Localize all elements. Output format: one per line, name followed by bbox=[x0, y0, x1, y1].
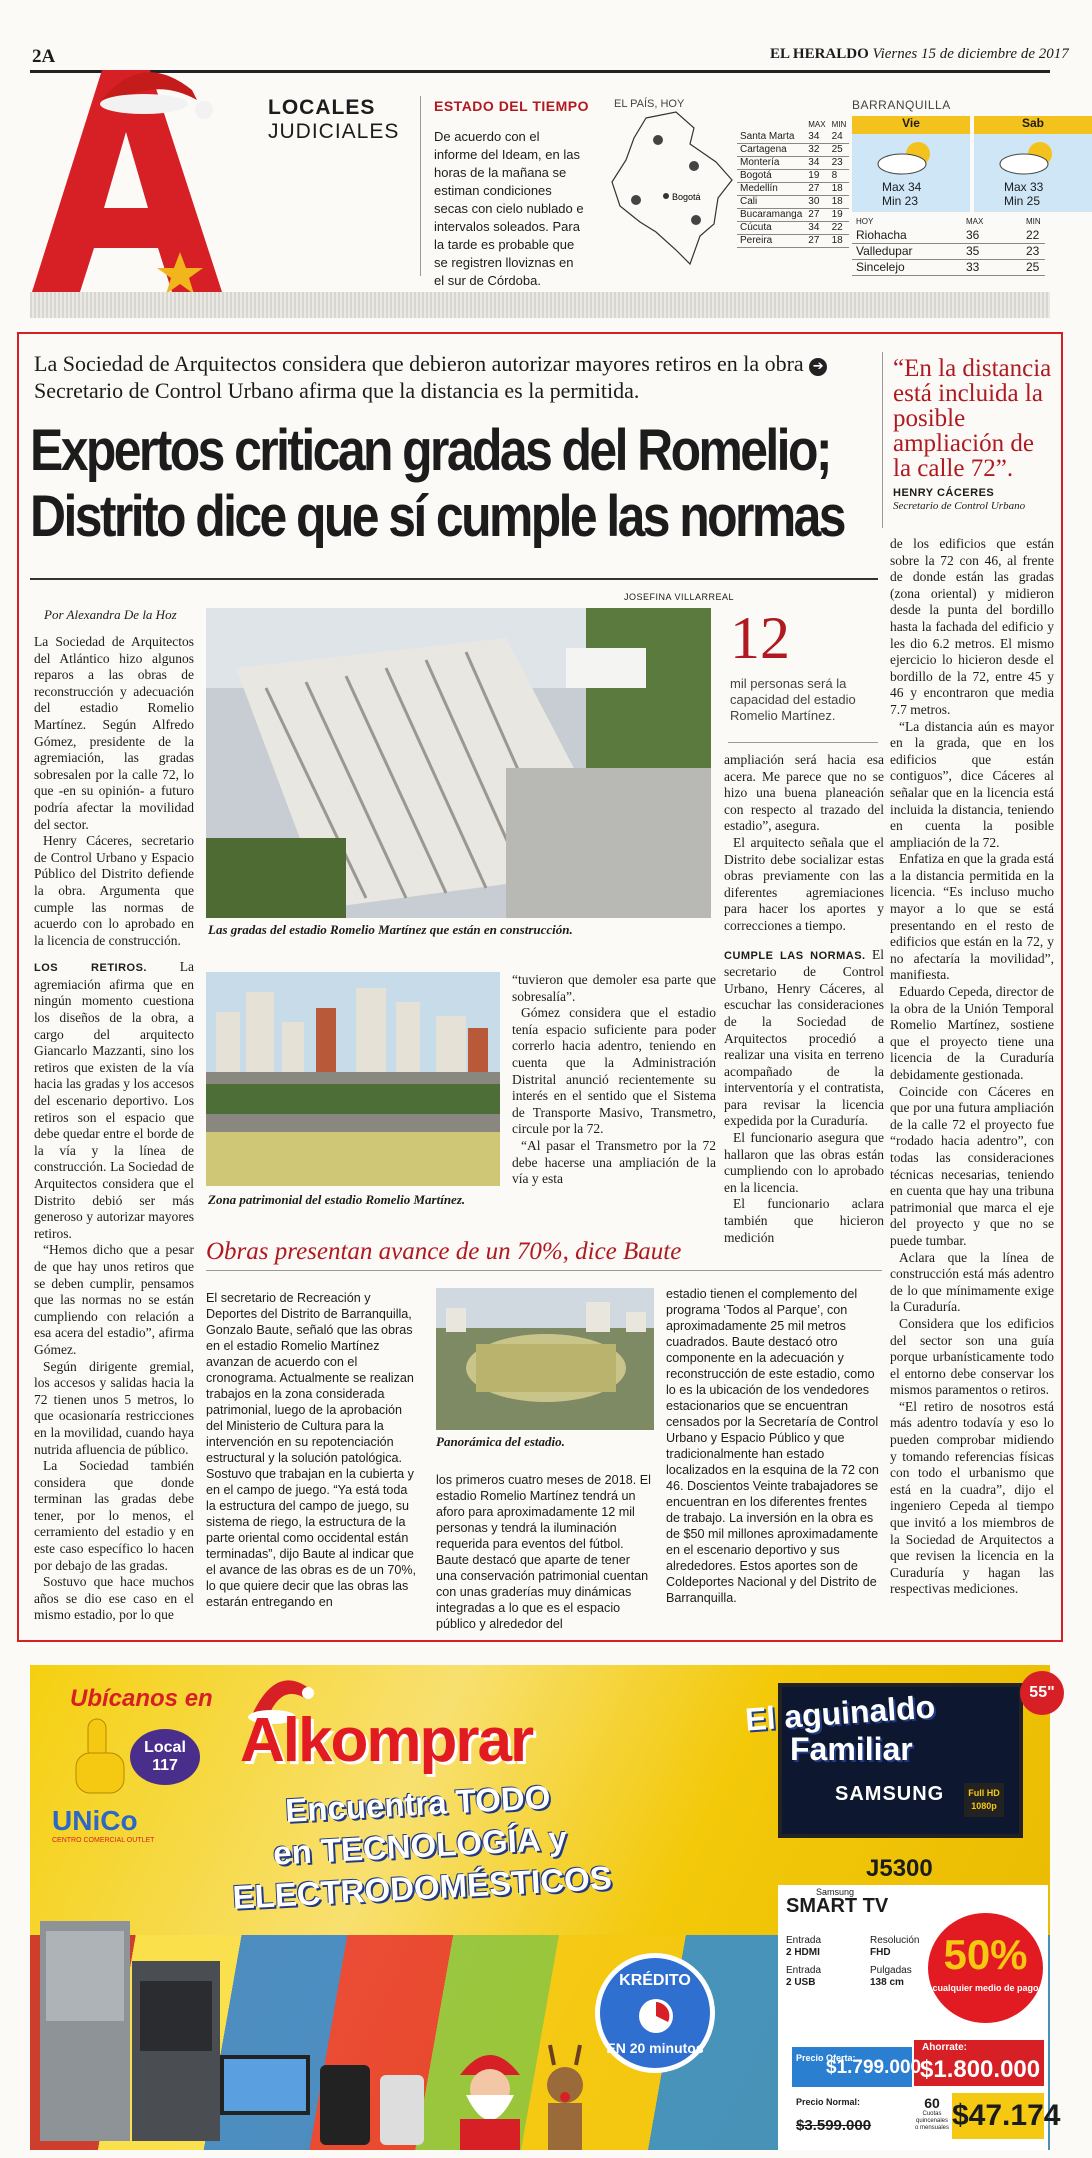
today-row bbox=[852, 243, 1045, 259]
paragraph: El arquitecto señala que el Distrito debe socializar estas obras previamente con las diferentes agremiaciones para hacer los aportes y correcciones a tiempo. bbox=[724, 834, 884, 933]
smarttv-brand: Samsung bbox=[816, 1887, 855, 1897]
colombia-map bbox=[606, 110, 736, 270]
santa-claus-icon bbox=[440, 2035, 540, 2150]
unico-logo-text: UNiCo bbox=[52, 1805, 138, 1836]
forecast-min: Min 23 bbox=[882, 194, 919, 208]
discount-badge bbox=[928, 1913, 1043, 2023]
city-min: 18 bbox=[829, 234, 850, 247]
forecast-max: Max 34 bbox=[882, 180, 922, 194]
city-row bbox=[737, 221, 849, 234]
partly-cloudy-icon bbox=[868, 138, 948, 178]
city-row bbox=[737, 169, 849, 182]
city-row bbox=[737, 195, 849, 208]
city-max: 27 bbox=[805, 208, 828, 221]
normal-label: Precio Normal: bbox=[796, 2097, 861, 2107]
arrow-right-icon: ➔ bbox=[809, 358, 827, 376]
city-min: 22 bbox=[829, 221, 850, 234]
today-weather-table bbox=[852, 216, 1045, 276]
spec-usb bbox=[786, 1965, 821, 1989]
normal-price: $3.599.000 bbox=[796, 2117, 872, 2134]
section-label bbox=[268, 96, 399, 144]
city-max: 27 bbox=[805, 234, 828, 247]
installments-text: Cuotas quincenales o mensuales bbox=[914, 2111, 950, 2131]
box-column-3: estadio tienen el complemento del programa ‘Todos al Parque’, con aproximadamente 25 mil metros cuadrados. Baute destacó otro componente en la adecuación y reconstrucción de este estadio, como lo es la ubicación de los vendedores estacionarios que se encuentran censados por la Secretaría de Control Urbano y Espacio Público y que tradicionalmente han estado localizados en la esquina de la 72 con 46. Doscientos Veinte trabajadores se encuentran en los diferentes frentes de trabajo. La inversión en la obra es de $50 mil millones aproximadamente en el escenario deportivo y sus alrededores. Estos aportes son de Coldeportes Nacional y del Distrito de Barranquilla. bbox=[666, 1287, 879, 1605]
paragraph-text: El secretario de Control Urbano, Henry Cáceres, al escuchar las consideraciones de la Sociedad de Arquitectos procedió a realizar una visita en terreno acompañado de la interventoría y el contratista, para revisar la licencia expedida por la Curaduría. bbox=[724, 946, 885, 1129]
installment-value: $47.174 bbox=[952, 2093, 1044, 2139]
spec-inches bbox=[870, 1965, 912, 1989]
cities-weather-table bbox=[737, 118, 849, 248]
today-min: 23 bbox=[1022, 243, 1045, 259]
subhead-normas: CUMPLE LAS NORMAS. bbox=[724, 949, 866, 962]
paragraph: ampliación será hacia esa acera. Me parece que no se hizo una buena planeación con respecto al trazado del estadio”, asegura. bbox=[724, 752, 884, 834]
installments-box bbox=[914, 2093, 950, 2139]
fullhd-label: Full HD bbox=[968, 1788, 1000, 1798]
today-max: 36 bbox=[962, 227, 1022, 243]
today-max: 33 bbox=[962, 259, 1022, 275]
offer-label: Precio Oferta: bbox=[796, 2053, 856, 2063]
city-name: Cartagena bbox=[737, 143, 805, 156]
tv-brand: SAMSUNG bbox=[835, 1783, 945, 1805]
weather-text: De acuerdo con el informe del Ideam, en las horas de la mañana se estiman condiciones secas con cielo nublado e intervalos soleados. Para la tarde es probable que se registren lloviznas en el sur de Córdoba. bbox=[434, 129, 584, 288]
paragraph: “El retiro de nosotros está más adentro todavía y eso lo pueden comprobar midiendo y tomando referencias físicas con todo el urbanismo que está en la cuadra”, dijo el ingeniero Cepeda al tiempo que invitó a los miembros de la Sociedad de Arquitectos a que revisen la licencia en la Curaduría y hagan las respectivas mediciones. bbox=[890, 1398, 1054, 1597]
spec-value: 138 cm bbox=[870, 1977, 904, 1988]
brand-name: Alkomprar bbox=[240, 1706, 533, 1775]
article-column-1 bbox=[34, 634, 194, 1634]
local-badge bbox=[130, 1729, 200, 1785]
city-row bbox=[737, 130, 849, 143]
paragraph: “Hemos dicho que a pesar de que hay unos retiros que se deben cumplir, pensamos que las normas no se están cumpliendo con relación a esa acera del estadio”, afirma Gómez. bbox=[34, 1242, 194, 1357]
box-column-1: El secretario de Recreación y Deportes del Distrito de Barranquilla, Gonzalo Baute, señaló que las obras en el estadio Romelio Martínez avanzan de acuerdo con el cronograma. Actualmente se realizan trabajos en la zona considerada patrimonial, luego de la aprobación del Ministerio de Cultura para la intervención en su repotenciación estructural y la solución patológica. Sostuvo que trabajan en la cubierta y en el campo de juego. “Ya está toda la estructura del campo de juego, su sistema de riego, la estructura de la parte oriental como occidental están terminadas”, dijo Baute al indicar que el avance de las obras es de un 70%, lo que quiere decir que las obras las estarán entregando en bbox=[206, 1291, 417, 1609]
section-judiciales: JUDICIALES bbox=[268, 120, 400, 143]
spec-label: Entrada bbox=[786, 1935, 822, 1946]
paragraph-text: La agremiación afirma que en ningún momento cuestiona los diseños de la obra, a cargo del arquitecto Giancarlo Mazzanti, sino los retiros que existen de la vía hacia las gradas y los accesos del escenario deportivo. Los retiros son el espacio que debe quedar entre el borde de la vía y la línea de construcción. La Sociedad de Arquitectos considera que el Distrito debió ser más generoso y autorizar mayores retiros. bbox=[34, 959, 194, 1241]
paragraph: “tuvieron que demoler esa parte que sobresalía”. bbox=[512, 972, 716, 1004]
forecast-max: Max 33 bbox=[1004, 180, 1044, 194]
today-row bbox=[852, 227, 1045, 243]
city-min: 23 bbox=[829, 156, 850, 169]
newspaper-name: EL HERALDO bbox=[770, 46, 869, 62]
map-city-label: Bogotá bbox=[672, 192, 701, 202]
spec-label: Pulgadas bbox=[870, 1965, 912, 1976]
spec-value: FHD bbox=[870, 1947, 891, 1958]
forecast-day-1 bbox=[852, 116, 970, 212]
newspaper-date-line bbox=[770, 46, 1069, 63]
city-min: 18 bbox=[829, 182, 850, 195]
forecast-day-2 bbox=[974, 116, 1092, 212]
weather-title: ESTADO DEL TIEMPO bbox=[434, 98, 589, 114]
installments-count: 60 bbox=[924, 2095, 940, 2111]
col-min: MIN bbox=[1026, 217, 1041, 226]
article-column-5 bbox=[890, 536, 1054, 1598]
quote-author: HENRY CÁCERES bbox=[893, 487, 995, 499]
city-min: 19 bbox=[829, 208, 850, 221]
spec-resolution bbox=[870, 1935, 919, 1959]
discount-subtitle: cualquier medio de pago bbox=[932, 1983, 1039, 1993]
section-letter-logo bbox=[32, 60, 222, 300]
city-row bbox=[737, 234, 849, 247]
paragraph: La Sociedad de Arquitectos del Atlántico hizo algunos reparos a las obras de reconstrucción y adecuación del estadio Romelio Martínez. Según Alfredo Gómez, presidente de la agremiación, las gradas sobresalen por la calle 72, lo que -en su opinión- a futuro podría afectar la movilidad del sector. bbox=[34, 634, 194, 832]
city-name: Bogotá bbox=[737, 169, 805, 182]
city-name: Pereira bbox=[737, 234, 805, 247]
photo1-caption: Las gradas del estadio Romelio Martínez que están en construcción. bbox=[208, 922, 573, 937]
article-deck bbox=[34, 350, 884, 404]
stadium-panorama-photo bbox=[436, 1288, 654, 1430]
city-max: 19 bbox=[805, 169, 828, 182]
today-min: 22 bbox=[1022, 227, 1045, 243]
spec-hdmi bbox=[786, 1935, 821, 1959]
deck-part2: Secretario de Control Urbano afirma que la distancia es la permitida. bbox=[34, 378, 640, 403]
clock-icon bbox=[636, 1996, 676, 2036]
city-row bbox=[737, 156, 849, 169]
headline-line2: Distrito dice que sí cumple las normas bbox=[30, 484, 844, 549]
paragraph: Eduardo Cepeda, director de la obra de la Unión Temporal Romelio Martínez, sostiene que el proyecto tiene una licencia de la Curaduría debidamente gestionada. bbox=[890, 984, 1054, 1082]
today-label: HOY bbox=[856, 217, 874, 226]
offer-price: $1.799.000 bbox=[826, 2057, 922, 2078]
deck-part1: La Sociedad de Arquitectos considera que debieron autorizar mayores retiros en la obra bbox=[34, 351, 804, 376]
city-min: 24 bbox=[829, 130, 850, 143]
local-number: 117 bbox=[152, 1757, 178, 1774]
today-row bbox=[852, 259, 1045, 275]
barranquilla-label: BARRANQUILLA bbox=[852, 98, 951, 112]
quote-divider bbox=[882, 352, 883, 528]
city-name: Bucaramanga bbox=[737, 208, 805, 221]
col-max: MAX bbox=[808, 119, 826, 129]
devices-image bbox=[220, 2045, 440, 2150]
city-row bbox=[737, 143, 849, 156]
slogan-line2: en TECNOLOGÍA y bbox=[272, 1819, 568, 1872]
photo2-caption: Zona patrimonial del estadio Romelio Martínez. bbox=[208, 1192, 466, 1207]
paragraph: “Al pasar el Transmetro por la 72 debe hacerse una ampliación de la vía y esta bbox=[512, 1137, 716, 1187]
paragraph: Aclara que la línea de construcción está más adentro de lo que mínimamente exige la Curaduría. bbox=[890, 1249, 1054, 1315]
tv-size-badge: 55" bbox=[1020, 1671, 1064, 1715]
fullhd-resolution: 1080p bbox=[971, 1801, 997, 1811]
photo3-caption: Panorámica del estadio. bbox=[436, 1434, 565, 1449]
stadium-stands-photo bbox=[206, 608, 711, 918]
spec-label: Entrada bbox=[786, 1965, 822, 1976]
paragraph: Coincide con Cáceres en que por una futura ampliación de la calle 72 el proyecto fue “rodado hacia adentro”, con todas las consideraciones técnicas necesarias, teniendo en cuenta que hay una tribuna patrimonial que marca el eje del proyecto y que no se puede tumbar. bbox=[890, 1083, 1054, 1248]
savings-box bbox=[914, 2040, 1044, 2086]
box-title: Obras presentan avance de un 70%, dice Baute bbox=[206, 1238, 682, 1265]
page-number: 2A bbox=[32, 46, 56, 67]
spec-value: 2 HDMI bbox=[786, 1947, 820, 1958]
col-min: MIN bbox=[831, 119, 847, 129]
city-row bbox=[737, 182, 849, 195]
city-max: 34 bbox=[805, 221, 828, 234]
ad-slogan bbox=[217, 1773, 623, 1920]
credit-label: KRÉDITO bbox=[619, 1972, 691, 1989]
box-rule bbox=[206, 1270, 882, 1271]
headline-rule bbox=[30, 578, 878, 580]
header-band bbox=[30, 292, 1050, 318]
article-column-3 bbox=[512, 972, 716, 1188]
appliances-image bbox=[40, 1901, 220, 2141]
paragraph bbox=[724, 947, 884, 1131]
paragraph: Sostuvo que hace muchos años se dio ese caso en el mismo estadio, por lo que bbox=[34, 1574, 194, 1623]
stat-number: 12 bbox=[730, 605, 790, 671]
pull-quote: “En la distancia está incluida la posible ampliación de la calle 72”. bbox=[893, 355, 1052, 482]
partly-cloudy-icon bbox=[990, 138, 1070, 178]
ad-ubicanos: Ubícanos en bbox=[70, 1685, 213, 1712]
paragraph: Enfatiza en que la grada está a la distancia permitida en la licencia. “Es incluso mucho mayor a lo que se está presentando en el resto de edificios que están en la 72, y no afectaría la movilidad”, manifiesta. bbox=[890, 851, 1054, 983]
smarttv-label: SMART TV bbox=[786, 1895, 889, 1917]
city-max: 34 bbox=[805, 156, 828, 169]
city-name: Cúcuta bbox=[737, 221, 805, 234]
ad-familiar: Familiar bbox=[790, 1731, 913, 1767]
spec-label: Resolución bbox=[870, 1935, 920, 1946]
paragraph: “La distancia aún es mayor en la grada, que en los edificios que están contiguos”, dice Cáceres al señalar que en la licencia está incluida la distancia, teniendo en cuenta la posible ampliación de la 72. bbox=[890, 718, 1054, 850]
unico-subtitle: CENTRO COMERCIAL OUTLET bbox=[52, 1837, 155, 1844]
savings-label: Ahorrate: bbox=[922, 2042, 968, 2053]
paragraph: El funcionario asegura que hallaron que las obras están cumpliendo con lo aprobado en la licencia. bbox=[724, 1130, 884, 1195]
paragraph bbox=[34, 959, 194, 1242]
photo-credit: JOSEFINA VILLARREAL bbox=[624, 592, 735, 602]
headline-line1: Expertos critican gradas del Romelio; bbox=[30, 418, 830, 483]
paragraph: Considera que los edificios del sector son una guía porque urbanísticamente todo el entorno debe conservar los mismos paramentos o retiros. bbox=[890, 1315, 1054, 1398]
fullhd-badge bbox=[964, 1783, 1004, 1817]
tv-model: J5300 bbox=[866, 1855, 933, 1882]
forecast-day-name: Vie bbox=[852, 116, 970, 134]
city-max: 34 bbox=[805, 130, 828, 143]
normal-price-box bbox=[792, 2093, 912, 2139]
paragraph: El funcionario aclara también que hicieron medición bbox=[724, 1196, 884, 1245]
slogan-line3: ELECTRODOMÉSTICOS bbox=[231, 1859, 613, 1916]
city-min: 18 bbox=[829, 195, 850, 208]
subhead-retiros: LOS RETIROS. bbox=[34, 962, 147, 975]
header-divider bbox=[420, 96, 421, 276]
city-max: 27 bbox=[805, 182, 828, 195]
col-max: MAX bbox=[966, 217, 984, 226]
paragraph: Henry Cáceres, secretario de Control Urbano y Espacio Público del Distrito defiende la obra. Argumenta que cumple las normas de acuerdo con lo aprobado en la licencia de construcción. bbox=[34, 833, 194, 948]
paragraph: Según dirigente gremial, los accesos y salidas hacia la 72 tienen unos 5 metros, lo que ocasionaría restricciones en la movilidad, cuando haya nutrida afluencia de público. bbox=[34, 1358, 194, 1457]
city-name: Santa Marta bbox=[737, 130, 805, 143]
article-column-4 bbox=[724, 752, 884, 1246]
today-name: Valledupar bbox=[852, 243, 962, 259]
city-name: Medellín bbox=[737, 182, 805, 195]
city-row bbox=[737, 208, 849, 221]
city-min: 8 bbox=[829, 169, 850, 182]
section-locales: LOCALES bbox=[268, 96, 376, 119]
box-column-2: los primeros cuatro meses de 2018. El estadio Romelio Martínez tendrá un aforo para aproximadamente 12 mil personas y tendrá la iluminación requerida para eventos del fútbol. Baute destacó que aparte de tener una conservación patrimonial cuentan con unas graderías muy dinámicas integradas a lo que es el espacio público y alrededor del bbox=[436, 1473, 651, 1631]
patrimonial-zone-photo bbox=[206, 972, 500, 1186]
reindeer-icon bbox=[530, 2045, 600, 2150]
advertisement bbox=[30, 1665, 1061, 2150]
credit-time: EN 20 minutos bbox=[606, 2040, 704, 2056]
pointing-hand-icon bbox=[70, 1719, 130, 1799]
paragraph: La Sociedad también considera que donde terminan las gradas debe tener, por lo menos, el cerramiento del estadio y en este caso específico lo hacen por debajo de las gradas. bbox=[34, 1458, 194, 1573]
paragraph: de los edificios que están sobre la 72 con 46, al frente de donde están las gradas (zona oriental) y midieron desde la punta del bordillo hasta la fachada del edificio y les dio 6.2 metros. El mismo ejercicio lo hicieron desde el bordillo de la 72, entre 45 y 46 y encontraron que media 7.7 metros. bbox=[890, 536, 1054, 717]
offer-price-box bbox=[792, 2047, 922, 2087]
ad-aguinaldo: El aguinaldo bbox=[743, 1688, 937, 1738]
city-min: 25 bbox=[829, 143, 850, 156]
discount-value: 50% bbox=[943, 1931, 1028, 1978]
spec-value: 2 USB bbox=[786, 1977, 816, 1988]
forecast-min: Min 25 bbox=[1004, 194, 1041, 208]
savings-value: $1.800.000 bbox=[920, 2056, 1041, 2083]
today-max: 35 bbox=[962, 243, 1022, 259]
today-min: 25 bbox=[1022, 259, 1045, 275]
city-max: 30 bbox=[805, 195, 828, 208]
local-label: Local bbox=[144, 1739, 186, 1756]
credit-badge bbox=[595, 1953, 715, 2073]
today-name: Riohacha bbox=[852, 227, 962, 243]
city-max: 32 bbox=[805, 143, 828, 156]
quote-author-role: Secretario de Control Urbano bbox=[893, 500, 1026, 512]
forecast-day-name: Sab bbox=[974, 116, 1092, 134]
headline bbox=[30, 418, 890, 550]
issue-date: Viernes 15 de diciembre de 2017 bbox=[872, 46, 1069, 62]
byline: Por Alexandra De la Hoz bbox=[44, 607, 177, 622]
paragraph: Gómez considera que el estadio tenía espacio suficiente para poder correrlo hacia adentro, teniendo en cuenta que la Administración Distrital anunció recientemente su interés en el sentido que el Sistema de Transporte Masivo, Transmetro, circule por la 72. bbox=[512, 1005, 716, 1137]
stat-text: mil personas será la capacidad del estadio Romelio Martínez. bbox=[730, 676, 856, 723]
slogan-line1: Encuentra TODO bbox=[284, 1778, 552, 1829]
country-label: EL PAÍS, HOY bbox=[614, 98, 685, 110]
city-name: Montería bbox=[737, 156, 805, 169]
city-name: Cali bbox=[737, 195, 805, 208]
today-name: Sincelejo bbox=[852, 259, 962, 275]
stat-rule bbox=[728, 742, 878, 743]
